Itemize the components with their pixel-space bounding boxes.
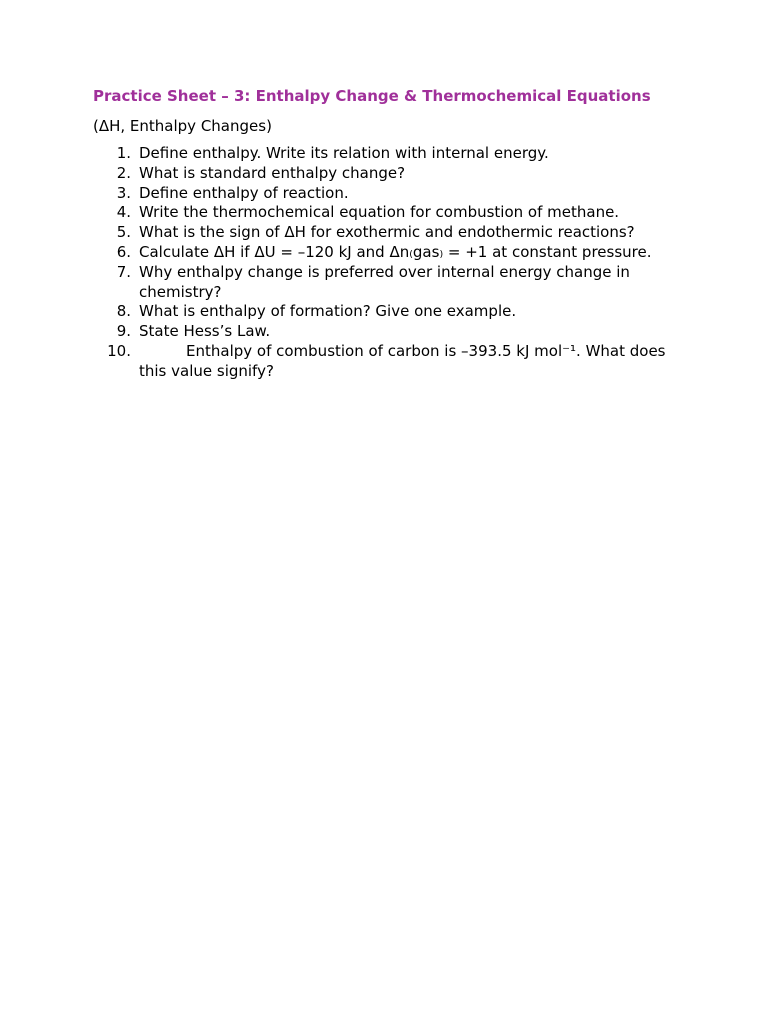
question-number: 7. [116, 262, 131, 281]
sheet-title: Practice Sheet – 3: Enthalpy Change & Thermochemical Equations [93, 87, 651, 105]
question-item [93, 164, 693, 184]
question-text: Why enthalpy change is preferred over internal energy change in chemistry? [139, 262, 630, 301]
question-item [93, 263, 693, 303]
question-number: 9. [116, 322, 131, 341]
sheet-subtitle: (ΔH, Enthalpy Changes) [93, 117, 272, 135]
question-number: 4. [116, 203, 131, 222]
question-list [93, 144, 693, 382]
question-text: State Hess’s Law. [139, 322, 271, 341]
question-item [93, 322, 693, 342]
question-text: What is the sign of ΔH for exothermic and endothermic reactions? [139, 223, 635, 242]
question-text: What is standard enthalpy change? [139, 163, 406, 182]
question-item [93, 203, 693, 223]
question-text: Define enthalpy of reaction. [139, 183, 349, 202]
question-number: 8. [116, 302, 131, 321]
question-item [93, 184, 693, 204]
question-number: 3. [116, 183, 131, 202]
question-number: 2. [116, 163, 131, 182]
question-item [93, 342, 693, 382]
question-text: Define enthalpy. Write its relation with internal energy. [139, 144, 549, 162]
question-text [139, 342, 693, 382]
question-text-content: Enthalpy of combustion of carbon is –393.5 kJ mol⁻¹. What does this value signify? [139, 341, 666, 380]
question-item [93, 243, 693, 263]
question-item [93, 144, 693, 164]
question-text: What is enthalpy of formation? Give one example. [139, 302, 517, 321]
question-text: Write the thermochemical equation for combustion of methane. [139, 203, 620, 222]
question-item [93, 223, 693, 243]
question-number: 10. [107, 341, 131, 360]
question-text: Calculate ΔH if ΔU = –120 kJ and Δn₍gas₎ = +1 at constant pressure. [139, 242, 652, 261]
question-item [93, 302, 693, 322]
question-number: 6. [116, 242, 131, 261]
question-number: 1. [116, 144, 131, 162]
question-number: 5. [116, 223, 131, 242]
